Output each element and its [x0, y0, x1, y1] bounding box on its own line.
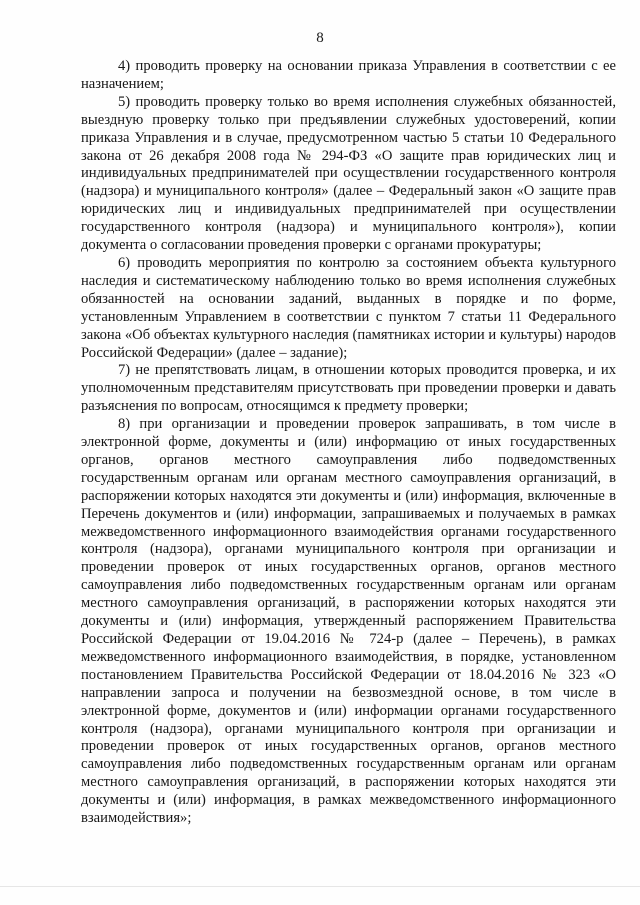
paragraph-item-6: 6) проводить мероприятия по контролю за состоянием объекта культурного наследия и систематическому наблюдению только во время исполнения служебных обязанностей на основании заданий, выданных в порядке и по форме, установленным Управлением в соответствии с пунктом 7 статьи 11 Федерального закона «Об объектах культурного наследия (памятниках истории и культуры) народов Российской Федерации» (далее – задание); [81, 254, 616, 361]
paragraph-item-5: 5) проводить проверку только во время исполнения служебных обязанностей, выездную проверку только при предъявлении служебных удостоверений, копии приказа Управления и в случае, предусмотренном частью 5 статьи 10 Федерального закона от 26 декабря 2008 года № 294-ФЗ «О защите прав юридических лиц и индивидуальных предпринимателей при осуществлении государственного контроля (надзора) и муниципального контроля» (далее – Федеральный закон «О защите прав юридических лиц и индивидуальных предпринимателей при осуществлении государственного контроля (надзора) и муниципального контроля»), копии документа о согласовании проведения проверки с органами прокуратуры; [81, 93, 616, 254]
scan-edge-divider [0, 886, 640, 887]
paragraph-item-8: 8) при организации и проведении проверок запрашивать, в том числе в электронной форме, документы и (или) информацию от иных государственных органов, органов местного самоуправления либо подведомственных государственным органам или органам местного самоуправления организаций, в распоряжении которых находятся эти документы и (или) информация, включенные в Перечень документов и (или) информации, запрашиваемых и получаемых в рамках межведомственного информационного взаимодействия органами государственного контроля (надзора), органами муниципального контроля при организации и проведении проверок от иных государственных органов, органов местного самоуправления либо подведомственных государственным органам или органам местного самоуправления организаций, в распоряжении которых находятся эти документы и (или) информация, утвержденный распоряжением Правительства Российской Федерации от 19.04.2016 № 724-р (далее – Перечень), в рамках межведомственного информационного взаимодействия, в порядке, установленном постановлением Правительства Российской Федерации от 18.04.2016 № 323 «О направлении запроса и получении на безвозмездной основе, в том числе в электронной форме, документов и (или) информации органами государственного контроля (надзора), органами муниципального контроля при организации и проведении проверок от иных государственных органов, органов местного самоуправления либо подведомственных государственным органам или органам местного самоуправления организаций, в распоряжении которых находятся эти документы и (или) информация, в рамках межведомственного информационного взаимодействия»; [81, 416, 616, 827]
paragraph-item-4: 4) проводить проверку на основании приказа Управления в соответствии с ее назначением; [81, 58, 616, 92]
document-body [81, 58, 616, 828]
page-number: 8 [316, 30, 324, 46]
paragraph-item-7: 7) не препятствовать лицам, в отношении которых проводится проверка, и их уполномоченным представителям присутствовать при проведении проверки и давать разъяснения по вопросам, относящимся к предмету проверки; [81, 362, 616, 415]
